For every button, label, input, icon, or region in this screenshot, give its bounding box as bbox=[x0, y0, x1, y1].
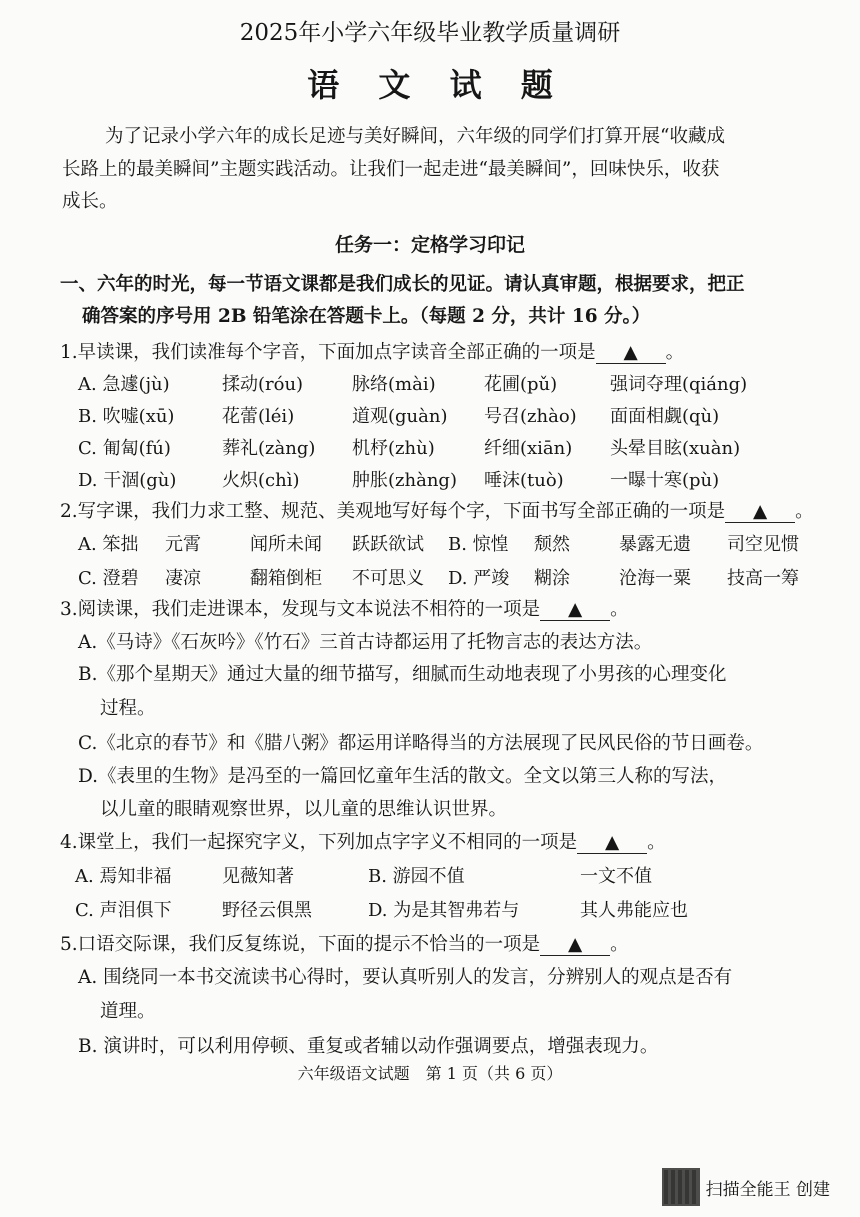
watermark-text: 扫描全能王 创建 bbox=[705, 1179, 830, 1200]
q3-option-b-line1: B.《那个星期天》通过大量的细节描写，细腻而生动地表现了小男孩的心理变化 bbox=[78, 664, 727, 685]
q1-option-row2-item3: 道观(guàn) bbox=[352, 406, 448, 427]
q5-option-a-line1: A. 围绕同一本书交流读书心得时，要认真听别人的发言，分辨别人的观点是否有 bbox=[78, 967, 733, 988]
q1-option-row1-item1: A. 急遽(jù) bbox=[78, 374, 170, 395]
q3-option-c: C.《北京的春节》和《腊八粥》都运用详略得当的方法展现了民风民俗的节日画卷。 bbox=[78, 733, 764, 754]
q4-stem: 4.课堂上，我们一起探究字义，下列加点字字义不相同的一项是 ▲ 。 bbox=[60, 832, 666, 853]
q1-option-row4-item2: 火炽(chì) bbox=[222, 470, 300, 491]
q2-option-row1-item4: 跃跃欲试 bbox=[352, 534, 424, 555]
q2-option-row2-item3: 翻箱倒柜 bbox=[250, 568, 322, 589]
q1-option-row3-item3: 机杼(zhù) bbox=[352, 438, 435, 459]
answer-blank: ▲ bbox=[577, 832, 647, 854]
q3-option-d-line2: 以儿童的眼睛观察世界，以儿童的思维认识世界。 bbox=[100, 799, 508, 820]
q5-stem: 5.口语交际课，我们反复练说，下面的提示不恰当的一项是 ▲ 。 bbox=[60, 934, 629, 955]
q4-option-row2-item4: 其人弗能应也 bbox=[580, 900, 688, 921]
section1-line-2: 确答案的序号用 2B 铅笔涂在答题卡上。（每题 2 分，共计 16 分。） bbox=[82, 306, 651, 327]
q2-option-row2-item1: C. 澄碧 bbox=[78, 568, 139, 589]
intro-line-1: 为了记录小学六年的成长足迹与美好瞬间，六年级的同学们打算开展“收藏成 bbox=[105, 126, 725, 147]
q1-option-row1-item5: 强词夺理(qiáng) bbox=[610, 374, 748, 395]
answer-blank: ▲ bbox=[725, 501, 795, 523]
q2-option-row1-item1: A. 笨拙 bbox=[78, 534, 139, 555]
q1-option-row1-item3: 脉络(mài) bbox=[352, 374, 436, 395]
q1-option-row4-item4: 唾沫(tuò) bbox=[484, 470, 564, 491]
q2-option-row1-item8: 司空见惯 bbox=[727, 534, 799, 555]
intro-line-2: 长路上的最美瞬间”主题实践活动。让我们一起走进“最美瞬间”，回味快乐，收获 bbox=[62, 159, 720, 180]
q4-option-row2-item2: 野径云俱黑 bbox=[222, 900, 312, 921]
exam-title: 2025年小学六年级毕业教学质量调研 bbox=[239, 20, 621, 46]
q1-option-row3-item2: 葬礼(zàng) bbox=[222, 438, 316, 459]
subject-title: 语 文 试 题 bbox=[307, 66, 567, 104]
answer-blank: ▲ bbox=[596, 342, 666, 364]
q1-option-row2-item5: 面面相觑(qù) bbox=[610, 406, 720, 427]
q1-option-row4-item5: 一曝十寒(pù) bbox=[610, 470, 720, 491]
q2-option-row1-item6: 颓然 bbox=[534, 534, 570, 555]
q1-option-row3-item1: C. 匍匐(fú) bbox=[78, 438, 171, 459]
q1-option-row2-item2: 花蕾(léi) bbox=[222, 406, 295, 427]
q4-option-row2-item3: D. 为是其智弗若与 bbox=[368, 900, 520, 921]
q2-stem: 2.写字课，我们力求工整、规范、美观地写好每个字，下面书写全部正确的一项是 ▲ 。 bbox=[60, 501, 814, 522]
section1-line-1: 一、六年的时光，每一节语文课都是我们成长的见证。请认真审题，根据要求，把正 bbox=[60, 274, 745, 295]
page-footer: 六年级语文试题 第 1 页（共 6 页） bbox=[297, 1064, 563, 1083]
q1-option-row4-item1: D. 干涸(gù) bbox=[78, 470, 177, 491]
q1-option-row2-item4: 号召(zhào) bbox=[484, 406, 577, 427]
q1-option-row1-item4: 花圃(pǔ) bbox=[484, 374, 558, 395]
intro-line-3: 成长。 bbox=[62, 191, 118, 212]
answer-blank: ▲ bbox=[540, 934, 610, 956]
q3-option-d-line1: D.《表里的生物》是冯至的一篇回忆童年生活的散文。全文以第三人称的写法， bbox=[78, 766, 728, 787]
q1-stem: 1.早读课，我们读准每个字音，下面加点字读音全部正确的一项是 ▲ 。 bbox=[60, 342, 685, 363]
q4-option-row1-item2: 见薇知著 bbox=[222, 866, 294, 887]
q2-option-row2-item5: D. 严竣 bbox=[448, 568, 510, 589]
q3-stem: 3.阅读课，我们走进课本，发现与文本说法不相符的一项是 ▲ 。 bbox=[60, 599, 629, 620]
q1-option-row3-item4: 纤细(xiān) bbox=[484, 438, 573, 459]
q1-option-row4-item3: 肿胀(zhàng) bbox=[352, 470, 457, 491]
q2-option-row1-item5: B. 惊惶 bbox=[448, 534, 509, 555]
q2-option-row2-item7: 沧海一粟 bbox=[619, 568, 691, 589]
q4-option-row2-item1: C. 声泪俱下 bbox=[75, 900, 172, 921]
q1-option-row1-item2: 揉动(róu) bbox=[222, 374, 304, 395]
q3-option-a: A.《马诗》《石灰吟》《竹石》三首古诗都运用了托物言志的表达方法。 bbox=[78, 632, 653, 653]
qr-code-icon bbox=[662, 1168, 700, 1206]
q4-option-row1-item4: 一文不值 bbox=[580, 866, 652, 887]
task-title: 任务一：定格学习印记 bbox=[334, 234, 525, 256]
q2-option-row2-item6: 糊涂 bbox=[534, 568, 570, 589]
q2-option-row2-item2: 凄凉 bbox=[165, 568, 201, 589]
q3-option-b-line2: 过程。 bbox=[100, 698, 156, 719]
q5-option-a-line2: 道理。 bbox=[100, 1001, 156, 1022]
q1-option-row3-item5: 头晕目眩(xuàn) bbox=[610, 438, 741, 459]
q2-option-row2-item4: 不可思义 bbox=[352, 568, 424, 589]
q4-option-row1-item3: B. 游园不值 bbox=[368, 866, 465, 887]
answer-blank: ▲ bbox=[540, 599, 610, 621]
q1-option-row2-item1: B. 吹嘘(xū) bbox=[78, 406, 175, 427]
watermark bbox=[662, 1168, 830, 1206]
q2-option-row1-item3: 闻所未闻 bbox=[250, 534, 322, 555]
q2-option-row2-item8: 技高一筹 bbox=[727, 568, 799, 589]
q4-option-row1-item1: A. 焉知非福 bbox=[75, 866, 172, 887]
q5-option-b: B. 演讲时，可以利用停顿、重复或者辅以动作强调要点，增强表现力。 bbox=[78, 1036, 659, 1057]
q2-option-row1-item2: 元霄 bbox=[165, 534, 201, 555]
q2-option-row1-item7: 暴露无遗 bbox=[619, 534, 691, 555]
